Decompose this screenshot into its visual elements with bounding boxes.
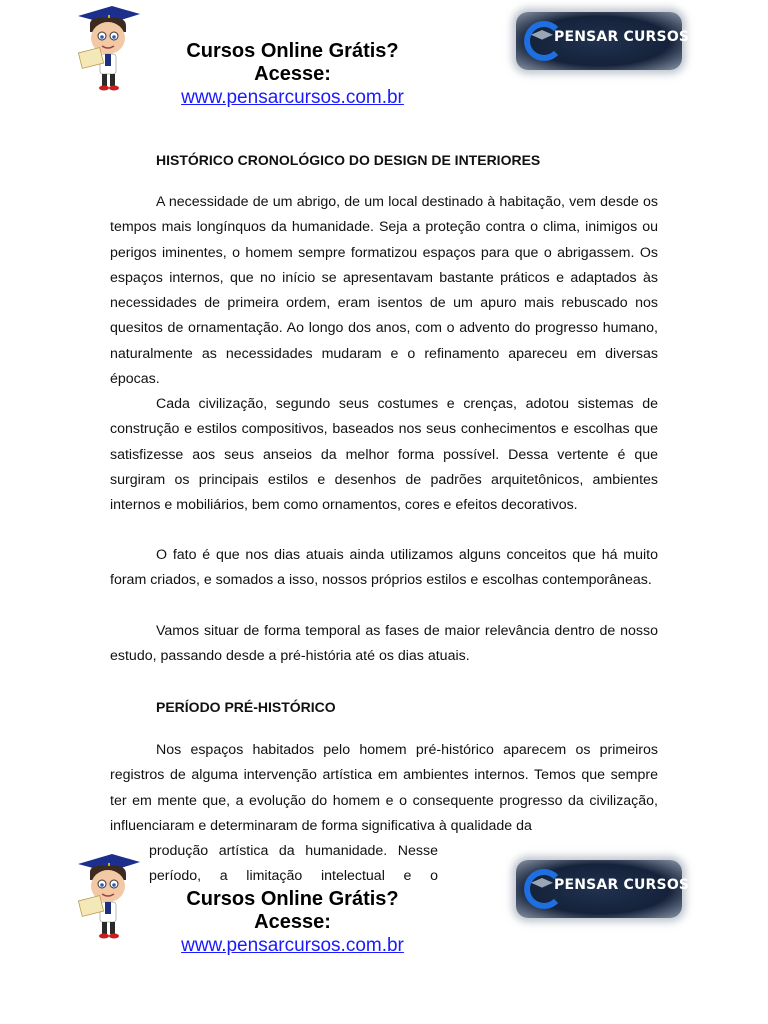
paragraph-1: A necessidade de um abrigo, de um local destinado à habitação, vem desde os tempos mais longínquos da humanidade. Seja a proteção contra o clima, inimigos ou perigos iminentes, o homem sempre formatizou espaços para que o abrigassem. Os espaços internos, que no início se apresentavam bastante práticos e adaptados às necessidades de primeira ordem, eram isentos de um apuro mais rebuscado nos quesitos de ornamentação. Ao longo dos anos, com o advento do progresso humano, naturalmente as necessidades mudaram e o refinamento apareceu em diversas épocas.	[110, 194, 658, 388]
promo-line-2: Acesse:	[254, 63, 331, 85]
pensar-cursos-logo-icon[interactable]	[516, 860, 690, 918]
promo-link[interactable]: www.pensarcursos.com.br	[181, 935, 404, 956]
paragraph-5: Nos espaços habitados pelo homem pré-histórico aparecem os primeiros registros de alguma intervenção artística em ambientes internos. Temos que sempre ter em mente que, a evolução do homem e o consequente progresso da civilização, influenciaram e determinaram de forma significativa à qualidade da	[110, 742, 658, 834]
logo-text: PENSAR CURSOS	[554, 877, 690, 893]
promo-link[interactable]: www.pensarcursos.com.br	[181, 87, 404, 108]
heading-historico: HISTÓRICO CRONOLÓGICO DO DESIGN DE INTERIORES	[156, 152, 541, 168]
paragraph-2: Cada civilização, segundo seus costumes e crenças, adotou sistemas de construção e estilos compositivos, baseados nos seus conhecimentos e escolhas que satisfizesse aos seus anseios da melhor forma possível. Dessa vertente é que surgiram os principais estilos e desenhos de padrões arquitetônicos, ambientes internos e mobiliários, bem como ornamentos, cores e efeitos decorativos.	[110, 396, 658, 514]
graduate-mascot-icon	[74, 2, 144, 92]
promo-text-block	[140, 40, 445, 109]
promo-line-1: Cursos Online Grátis?	[186, 888, 399, 910]
logo-text: PENSAR CURSOS	[554, 29, 690, 45]
paragraph-3: O fato é que nos dias atuais ainda utilizamos alguns conceitos que há muito foram criados, e somados a isso, nossos próprios estilos e escolhas contemporâneas.	[110, 547, 658, 589]
heading-pre-historico: PERÍODO PRÉ-HISTÓRICO	[156, 699, 336, 715]
promo-header	[0, 0, 768, 110]
paragraph-5-line-2: produção artística da humanidade. Nesse	[149, 843, 438, 859]
graduate-mascot-icon	[74, 850, 144, 940]
paragraph-5-line-3: período, a limitação intelectual e o	[149, 868, 438, 884]
promo-line-2: Acesse:	[254, 911, 331, 933]
pensar-cursos-logo-icon[interactable]	[516, 12, 690, 70]
paragraph-4: Vamos situar de forma temporal as fases de maior relevância dentro de nosso estudo, passando desde a pré-história até os dias atuais.	[110, 623, 658, 665]
promo-text-block	[140, 888, 445, 957]
promo-line-1: Cursos Online Grátis?	[186, 40, 399, 62]
promo-footer	[0, 848, 768, 958]
